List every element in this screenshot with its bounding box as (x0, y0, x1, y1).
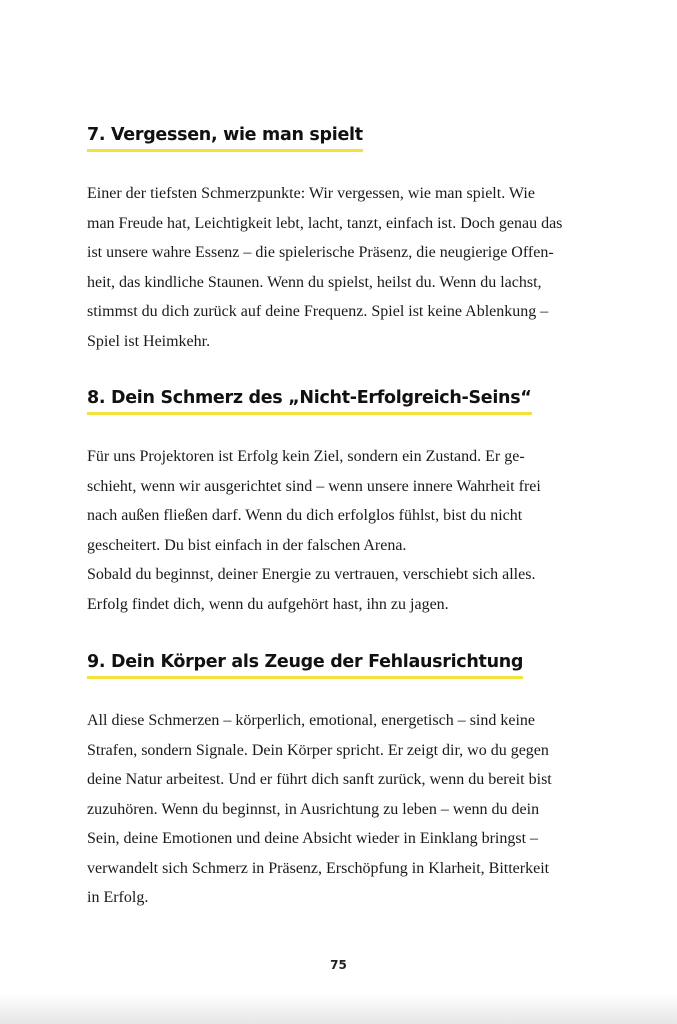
section-heading: 7. Vergessen, wie man spielt (87, 124, 363, 152)
body-line: zuzuhören. Wenn du beginnst, in Ausrichtung zu leben – wenn du dein (87, 800, 540, 818)
section-7 (87, 124, 562, 356)
body-line: ist unsere wahre Essenz – die spielerische Präsenz, die neugierige Offen- (87, 244, 554, 261)
page-number: 75 (330, 958, 347, 972)
body-line: gescheitert. Du bist einfach in der falschen Arena. (87, 536, 407, 554)
section-heading: 9. Dein Körper als Zeuge der Fehlausrichtung (87, 651, 523, 679)
body-line: Strafen, sondern Signale. Dein Körper spricht. Er zeigt dir, wo du gegen (87, 741, 549, 759)
body-line: stimmst du dich zurück auf deine Frequenz. Spiel ist keine Ablenkung – (87, 303, 549, 320)
section-body (87, 706, 552, 913)
body-line: heit, das kindliche Staunen. Wenn du spielst, heilst du. Wenn du lachst, (87, 273, 542, 291)
section-body (87, 179, 562, 356)
body-line: Einer der tiefsten Schmerzpunkte: Wir vergessen, wie man spielt. Wie (87, 185, 535, 202)
section-body (87, 442, 541, 619)
body-line: schieht, wenn wir ausgerichtet sind – wenn unsere innere Wahrheit frei (87, 477, 541, 495)
body-line: Erfolg findet dich, wenn du aufgehört hast, ihn zu jagen. (87, 595, 449, 613)
body-line: man Freude hat, Leichtigkeit lebt, lacht, tanzt, einfach ist. Doch genau das (87, 214, 563, 232)
body-line: verwandelt sich Schmerz in Präsenz, Erschöpfung in Klarheit, Bitterkeit (87, 859, 550, 877)
section-heading: 8. Dein Schmerz des „Nicht-Erfolgreich-Seins“ (87, 387, 532, 415)
body-line: deine Natur arbeitest. Und er führt dich sanft zurück, wenn du bereit bist (87, 771, 552, 788)
body-line: Für uns Projektoren ist Erfolg kein Ziel, sondern ein Zustand. Er ge- (87, 448, 525, 465)
body-line: Sein, deine Emotionen und deine Absicht wieder in Einklang bringst – (87, 830, 539, 847)
body-line: Sobald du beginnst, deiner Energie zu vertrauen, verschiebt sich alles. (87, 566, 536, 583)
section-9 (87, 651, 552, 913)
page-bottom-shadow (0, 994, 677, 1024)
body-line: Spiel ist Heimkehr. (87, 332, 211, 350)
body-line: in Erfolg. (87, 889, 149, 906)
section-8 (87, 387, 541, 619)
body-line: nach außen fließen darf. Wenn du dich erfolglos fühlst, bist du nicht (87, 507, 523, 524)
body-line: All diese Schmerzen – körperlich, emotional, energetisch – sind keine (87, 712, 536, 729)
